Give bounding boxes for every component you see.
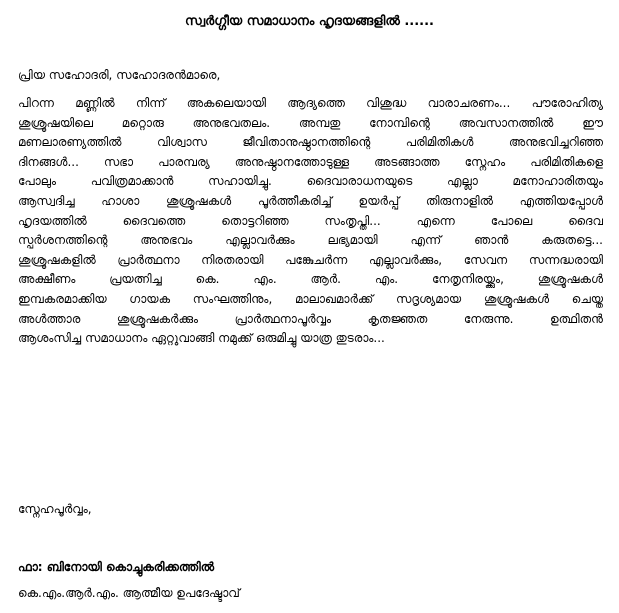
- body-line: ശുശ്രൂഷയിലെ മറ്റൊരു അനുഭവതലം. അമ്പതു നോമ്പിന്റെ അവസാനത്തിൽ ഈ: [18, 115, 603, 130]
- letter-title: സ്വർഗ്ഗീയ സമാധാനം ഹൃദയങ്ങളിൽ ......: [185, 14, 434, 29]
- body-line: ആശംസിച്ച സമാധാനം ഏറ്റുവാങ്ങി നമുക്ക് ഒരുമിച്ചു യാത്ര തുടരാം...: [18, 331, 385, 346]
- closing: സ്നേഹപൂർവ്വം,: [18, 502, 92, 516]
- body-line: ആസ്വദിച്ച ഹാശാ ശുശ്രൂഷകൾ പൂർത്തീകരിച്ച് ഉയർപ്പ് തിരുനാളിൽ എത്തിയപ്പോൾ: [18, 193, 603, 208]
- body-line: ദിനങ്ങൾ... സഭാ പാരമ്പര്യ അനുഷ്ഠാനത്തോടുള്ള അടങ്ങാത്ത സ്നേഹം പരിമിതികളെ: [18, 154, 603, 169]
- body-line: അക്ഷീണം പ്രയത്നിച്ച കെ. എം. ആർ. എം. നേതൃനിരയ്ക്കും, ശുശ്രൂഷകൾ: [18, 272, 603, 287]
- body-line: ഇമ്പകരമാക്കിയ ഗായക സംഘത്തിനും, മാലാഖമാർക്ക് സദൃശ്യമായ ശുശ്രൂഷകൾ ചെയ്ത: [18, 291, 603, 306]
- body-line: ഹൃദയത്തിൽ ദൈവത്തെ തൊട്ടറിഞ്ഞ സംതൃപ്തി... എന്നെ പോലെ ദൈവ: [18, 213, 603, 228]
- body-line: ശുശ്രൂഷകളിൽ പ്രാർത്ഥനാ നിരതരായി പങ്കേുചർന്ന എല്ലാവർക്കും, സേവന സന്നദ്ധരായി: [18, 252, 603, 267]
- body-line: മണലാരണ്യത്തിൽ വിശ്വാസ ജീവിതാനുഷ്ഠാനത്തിന്റെ പരിമിതികൾ അനുഭവിച്ചറിഞ്ഞ: [18, 135, 603, 150]
- letter-body: [18, 94, 603, 349]
- body-line: പിറന്ന മണ്ണിൽ നിന്ന് അകലെയായി ആദ്യത്തെ വിശുദ്ധ വാരാചരണം... പൗരോഹിത്യ: [18, 96, 603, 110]
- body-line: പോലും പവിത്രമാക്കാൻ സഹായിച്ചു. ദൈവാരാധനയുടെ എല്ലാ മനോഹാരിതയും: [18, 174, 603, 189]
- salutation: പ്രിയ സഹോദരി, സഹോദരൻമാരെ,: [18, 68, 221, 82]
- signer-role: കെ.എം.ആർ.എം. ആത്മീയ ഉപദേഷ്ടാവ്: [18, 586, 240, 600]
- body-line: അൾത്താര ശുശ്രൂഷകർക്കും പ്രാർത്ഥനാപൂർവ്വം കൃതജ്ഞത നേരുന്നു. ഉത്ഥിതൻ: [18, 311, 603, 326]
- body-line: സ്പർശനത്തിന്റെ അനുഭവം എല്ലാവർക്കും ലഭ്യമായി എന്ന് ഞാൻ കരുതട്ടെ...: [18, 233, 603, 248]
- signer-name: ഫാ: ബിനോയി കൊച്ചുകരിക്കത്തിൽ: [18, 560, 215, 574]
